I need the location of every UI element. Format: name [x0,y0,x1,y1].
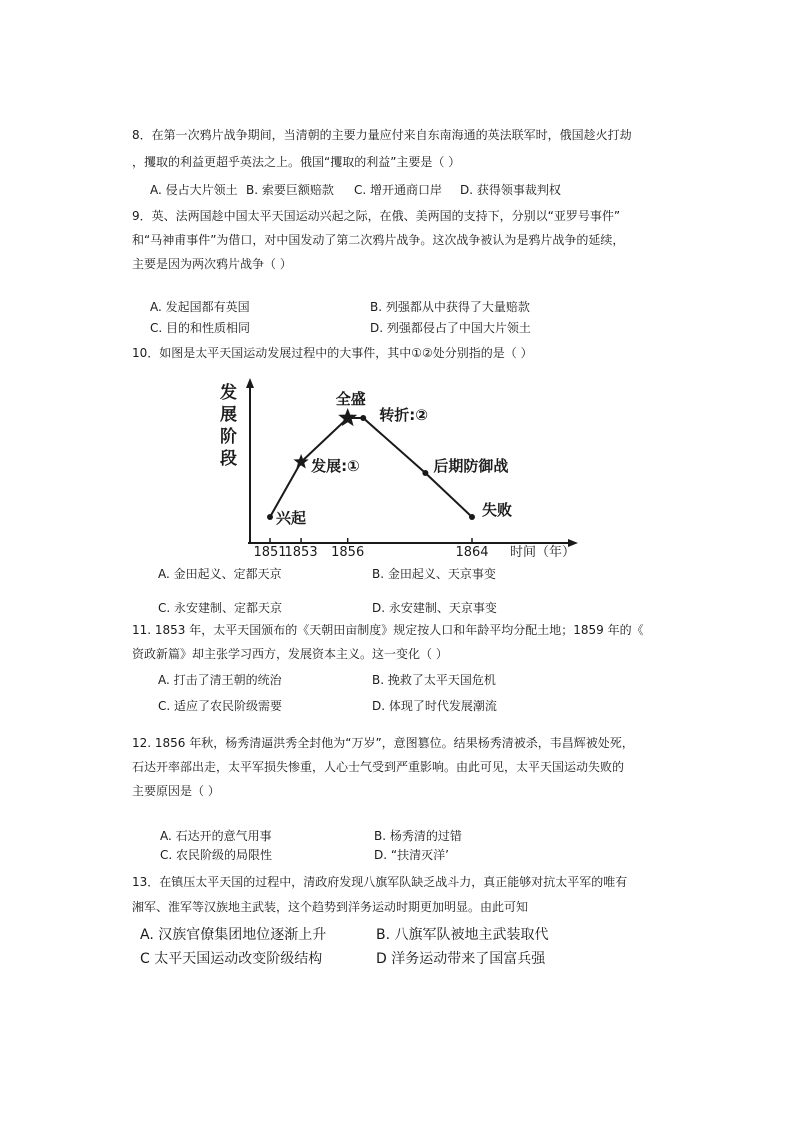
q13-option-c[interactable]: C 太平天国运动改变阶级结构 [140,951,323,967]
x-axis-label: 时间（年） [510,545,576,560]
q10-option-c[interactable]: C. 永安建制、定都天京 [158,601,283,615]
data-point-label: 发展:① [311,457,360,475]
y-axis-label-char: 展 [220,405,237,425]
y-axis-label-char: 段 [220,449,237,469]
q10-option-a[interactable]: A. 金田起义、定都天京 [158,567,282,581]
q8-stem-line2: ，攫取的利益更超乎英法之上。俄国“攫取的利益”主要是（ ） [132,155,461,169]
x-tick-label: 1853 [284,545,318,560]
data-point-marker [469,514,475,520]
q12-option-a[interactable]: A. 石达开的意气用事 [160,829,272,843]
q12-option-b[interactable]: B. 杨秀清的过错 [374,829,462,843]
q8-option-b[interactable]: B. 索要巨额赔款 [246,183,334,197]
q10-option-b[interactable]: B. 金田起义、天京事变 [372,567,496,581]
y-axis-arrow [246,378,254,388]
q10-option-d[interactable]: D. 永安建制、天京事变 [372,601,497,615]
q9-stem-line1: 9．英、法两国趁中国太平天国运动兴起之际，在俄、美两国的支持下，分别以“亚罗号事件” [132,209,621,223]
x-tick-label: 1864 [455,545,489,560]
q9-option-b[interactable]: B. 列强都从中获得了大量赔款 [370,300,530,314]
y-axis-label-char: 阶 [220,427,237,447]
data-point-marker [360,415,366,421]
q11-stem-line1: 11. 1853 年，太平天国颁布的《天朝田亩制度》规定按人口和年龄平均分配土地；1859 年的《 [132,623,644,637]
q13-stem-line2: 湘军、淮军等汉族地主武装，这个趋势到洋务运动时期更加明显。由此可知 [132,900,529,914]
q13-option-a[interactable]: A. 汉族官僚集团地位逐渐上升 [140,927,327,943]
q12-option-d[interactable]: D. “扶清灭洋’ [374,848,449,862]
q8-stem-line1: 8．在第一次鸦片战争期间，当清朝的主要力量应付来自东南海通的英法联军时，俄国趁火打劫 [132,128,632,142]
y-axis-label [219,382,237,469]
q11-option-c[interactable]: C. 适应了农民阶级需要 [158,699,283,713]
q11-option-a[interactable]: A. 打击了清王朝的统治 [158,673,282,687]
data-point-marker [422,470,428,476]
q9-option-c[interactable]: C. 目的和性质相同 [150,321,251,335]
taiping-development-chart [210,378,590,563]
q13-option-d[interactable]: D 洋务运动带来了国富兵强 [376,951,546,967]
q9-stem-line2: 和“马神甫事件”为借口，对中国发动了第二次鸦片战争。这次战争被认为是鸦片战争的延续， [132,233,625,247]
data-point-label: 失败 [482,501,513,519]
q12-option-c[interactable]: C. 农民阶级的局限性 [160,848,273,862]
q9-option-a[interactable]: A. 发起国都有英国 [150,300,250,314]
y-axis-label-char: 发 [220,383,237,403]
x-tick-label: 1856 [331,545,365,560]
q11-option-d[interactable]: D. 体现了时代发展潮流 [372,699,497,713]
q8-option-d[interactable]: D. 获得领事裁判权 [460,183,561,197]
q12-stem-line1: 12. 1856 年秋，杨秀清逼洪秀全封他为“万岁”，意图篡位。结果杨秀清被杀，韦昌辉被处死， [132,736,634,750]
data-point-marker [267,514,273,520]
data-point-label: 兴起 [276,509,307,527]
q11-option-b[interactable]: B. 挽救了太平天国危机 [372,673,496,687]
q10-stem: 10．如图是太平天国运动发展过程中的大事件，其中①②处分别指的是（ ） [132,346,533,360]
q13-option-b[interactable]: B. 八旗军队被地主武装取代 [376,927,549,943]
q12-stem-line3: 主要原因是（ ） [132,784,220,798]
q8-option-a[interactable]: A. 侵占大片领土 [150,183,238,197]
q9-option-d[interactable]: D. 列强都侵占了中国大片领土 [370,321,531,335]
q12-stem-line2: 石达开率部出走，太平军损失惨重，人心士气受到严重影响。由此可见，太平天国运动失败的 [132,760,625,774]
q8-option-c[interactable]: C. 增开通商口岸 [354,183,443,197]
data-point-label: 后期防御战 [433,457,509,475]
q9-stem-line3: 主要是因为两次鸦片战争（ ） [132,257,292,271]
data-point-label: 转折:② [379,406,428,424]
q13-stem-line1: 13．在镇压太平天国的过程中，清政府发现八旗军队缺乏战斗力，真正能够对抗太平军的唯有 [132,875,628,889]
x-tick-label: 1851 [253,545,287,560]
data-point-label: 全盛 [335,390,366,408]
q11-stem-line2: 资政新篇》却主张学习西方，发展资本主义。这一变化（ ） [132,647,448,661]
